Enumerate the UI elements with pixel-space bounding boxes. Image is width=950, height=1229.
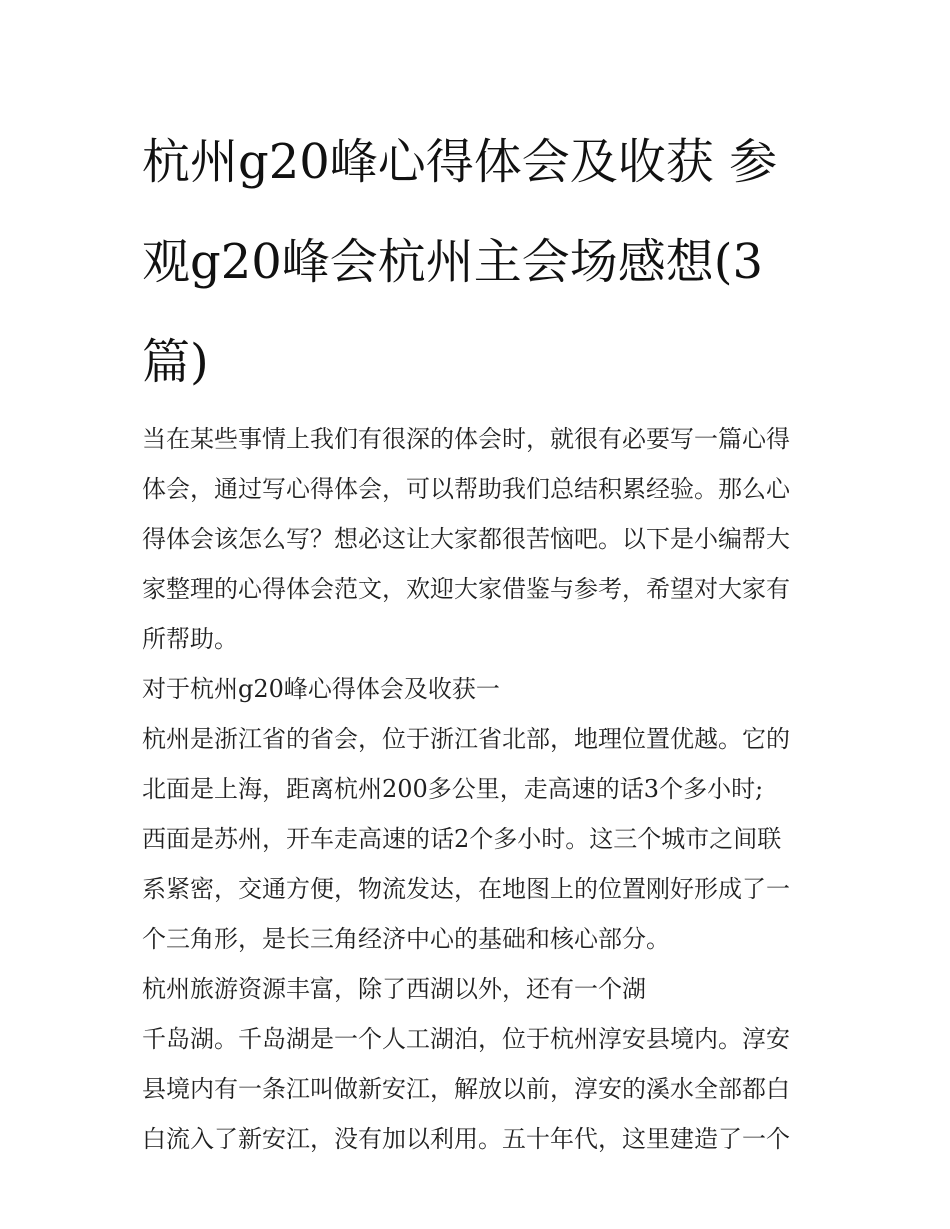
text-line: 体会，通过写心得体会，可以帮助我们总结积累经验。那么心 (142, 475, 790, 503)
text-line: 个三角形，是长三角经济中心的基础和核心部分。 (142, 925, 670, 953)
text-line: 县境内有一条江叫做新安江，解放以前，淳安的溪水全部都白 (142, 1075, 790, 1103)
text-line: 所帮助。 (142, 625, 238, 653)
title-line: 观g20峰会杭州主会场感想(3 (142, 234, 764, 290)
body-paragraph (142, 1014, 817, 1164)
document-content (142, 112, 817, 1164)
body-paragraph (142, 714, 817, 964)
body-paragraph (142, 964, 817, 1014)
intro-paragraph (142, 414, 817, 664)
title-line: 篇) (142, 334, 209, 390)
text-line: 北面是上海，距离杭州200多公里，走高速的话3个多小时; (142, 775, 764, 803)
text-line: 西面是苏州，开车走高速的话2个多小时。这三个城市之间联 (142, 825, 782, 853)
text-line: 家整理的心得体会范文，欢迎大家借鉴与参考，希望对大家有 (142, 575, 790, 603)
text-line: 当在某些事情上我们有很深的体会时，就很有必要写一篇心得 (142, 425, 790, 453)
text-line: 对于杭州g20峰心得体会及收获一 (142, 675, 500, 703)
document-title (142, 112, 817, 412)
title-line: 杭州g20峰心得体会及收获 参 (142, 134, 778, 190)
text-line: 得体会该怎么写？想必这让大家都很苦恼吧。以下是小编帮大 (142, 525, 790, 553)
text-line: 千岛湖。千岛湖是一个人工湖泊，位于杭州淳安县境内。淳安 (142, 1025, 790, 1053)
section-heading (142, 664, 817, 714)
text-line: 白流入了新安江，没有加以利用。五十年代，这里建造了一个 (142, 1125, 790, 1153)
text-line: 杭州是浙江省的省会，位于浙江省北部，地理位置优越。它的 (142, 725, 790, 753)
text-line: 系紧密，交通方便，物流发达，在地图上的位置刚好形成了一 (142, 875, 790, 903)
text-line: 杭州旅游资源丰富，除了西湖以外，还有一个湖 (142, 975, 646, 1003)
